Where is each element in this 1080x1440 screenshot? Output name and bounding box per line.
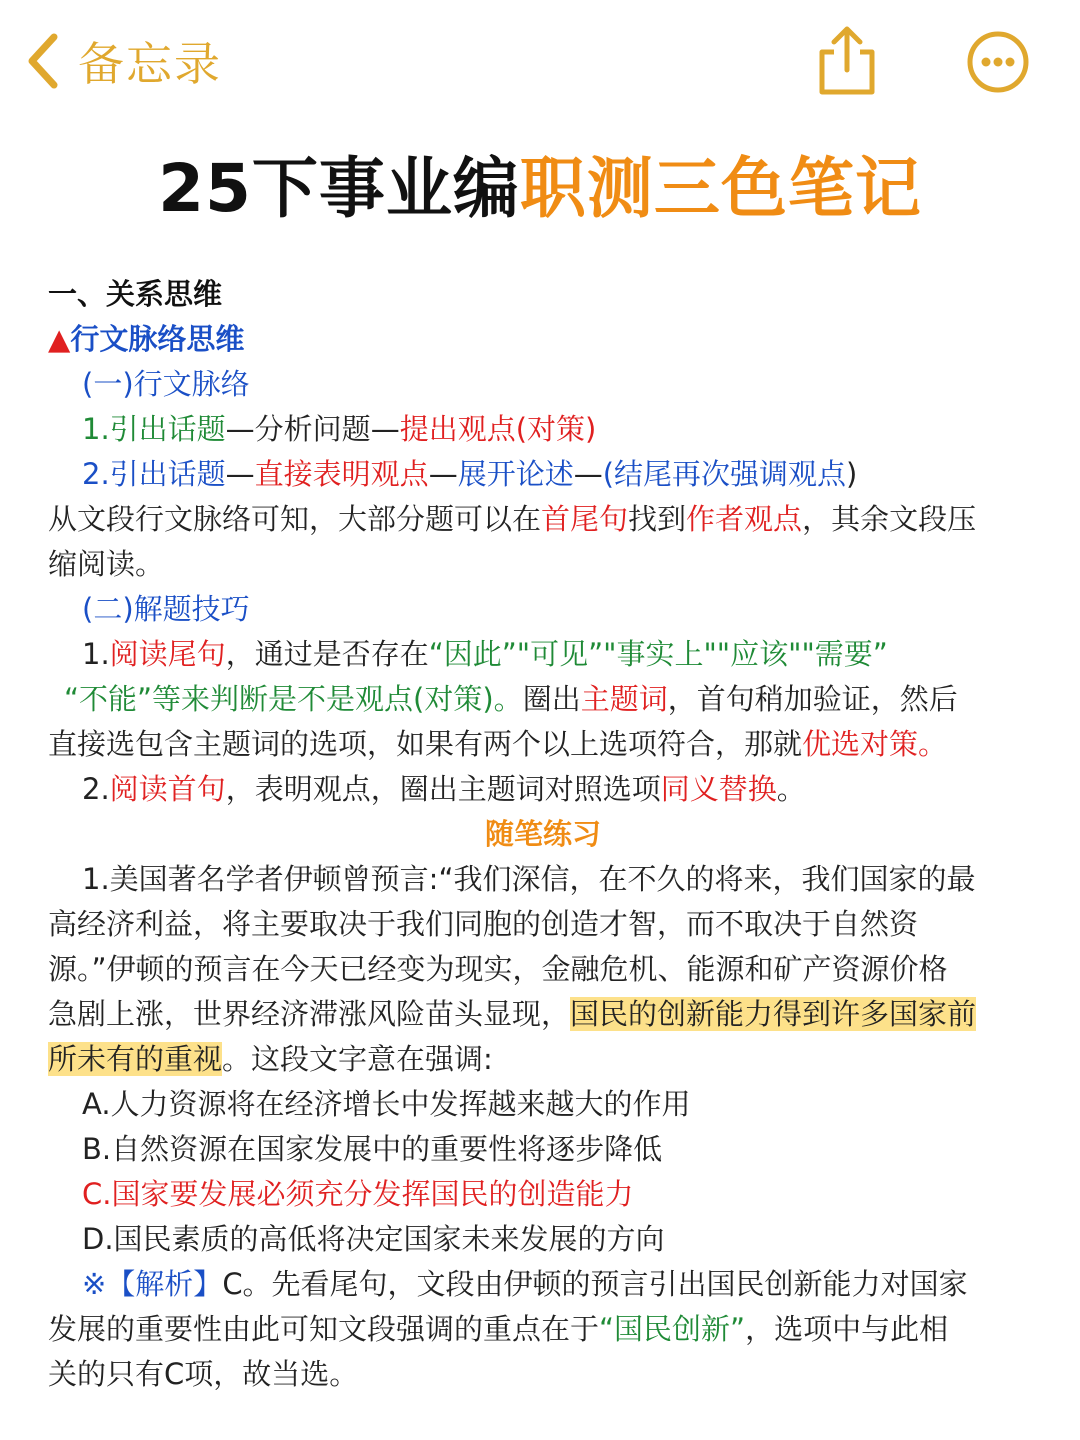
p1-e: ，其余文段压 [802, 502, 977, 536]
top-navigation-bar [0, 0, 1080, 125]
flow2-d2: — [428, 457, 458, 491]
option-b: B.自然资源在国家发展中的重要性将逐步降低 [82, 1132, 663, 1166]
ans2-c: ，选项中与此相 [745, 1312, 949, 1346]
practice-heading: 随笔练习 [484, 817, 601, 851]
back-button[interactable] [22, 28, 222, 94]
subsection-heading-1: (一)行文脉络 [82, 367, 250, 401]
tip4-a: 阅读首句 [109, 772, 226, 806]
title-black-part: 25下事业编 [158, 150, 520, 227]
flow1-b: 分析问题 [254, 412, 371, 446]
subheading-text: 行文脉络思维 [70, 322, 245, 356]
question-line: 高经济利益，将主要取决于我们同胞的创造才智，而不取决于自然资 [48, 907, 919, 941]
highlighted-text: 国民的创新能力得到许多国家前 [570, 997, 977, 1031]
flow2-b: 直接表明观点 [254, 457, 429, 491]
tip3-a: 直接选包含主题词的选项，如果有两个以上选项符合，那就 [48, 727, 803, 761]
tip4-c: 同义替换 [660, 772, 777, 806]
tip1-b: ，通过是否存在 [225, 637, 429, 671]
flow2-a: 2.引出话题 [82, 457, 226, 491]
paragraph-line [48, 497, 1038, 542]
p1-c: 找到 [628, 502, 687, 536]
analysis-marker: ※【解析】 [82, 1267, 223, 1301]
tip1-c: “因此”"可见”"事实上""应该""需要” [428, 637, 888, 671]
flow1-a: 1.引出话题 [82, 412, 226, 446]
question-line [48, 1037, 1038, 1082]
answer-line-2 [48, 1307, 1038, 1352]
q4-a: 急剧上涨，世界经济滞涨风险苗头显现， [48, 997, 571, 1031]
flow-line-2 [48, 452, 1038, 497]
flow2-f: ) [846, 457, 858, 491]
tip-line-2 [48, 677, 1038, 722]
p1-d: 作者观点 [686, 502, 803, 536]
flow-line-1 [48, 407, 1038, 452]
ans2-a: 发展的重要性由此可知文段强调的重点在于 [48, 1312, 600, 1346]
flow2-c: 展开论述 [457, 457, 574, 491]
subsection-heading-2: (二)解题技巧 [82, 592, 250, 626]
question-line: 源。”伊顿的预言在今天已经变为现实，金融危机、能源和矿产资源价格 [48, 952, 948, 986]
paragraph-line: 缩阅读。 [48, 547, 165, 581]
tip-line-1 [48, 632, 1038, 677]
flow2-e: (结尾再次强调观点 [602, 457, 847, 491]
more-button[interactable] [966, 30, 1030, 94]
tip2-c: 主题词 [580, 682, 668, 716]
tip1-num: 1. [82, 637, 110, 671]
answer-line-1 [48, 1262, 1038, 1307]
option-c-correct: C.国家要发展必须充分发挥国民的创造能力 [82, 1177, 634, 1211]
highlighted-text: 所未有的重视 [48, 1042, 223, 1076]
flow2-d1: — [225, 457, 255, 491]
title-orange-part: 职测三色笔记 [519, 150, 922, 227]
ans1-a: C。先看尾句，文段由伊顿的预言引出国民创新能力对国家 [222, 1267, 968, 1301]
flow1-d2: — [370, 412, 400, 446]
back-label: 备忘录 [78, 37, 222, 91]
p1-b: 首尾句 [541, 502, 629, 536]
tip2-d: ，首句稍加验证，然后 [667, 682, 958, 716]
q5-b: 。这段文字意在强调: [222, 1042, 493, 1076]
subheading-line [48, 317, 1038, 362]
question-line: 1.美国著名学者伊顿曾预言:“我们深信，在不久的将来，我们国家的最 [82, 862, 976, 896]
note-body[interactable] [48, 272, 1038, 1397]
flow1-d1: — [225, 412, 255, 446]
share-button[interactable] [814, 24, 880, 98]
flow2-d3: — [573, 457, 603, 491]
tip4-d: 。 [776, 772, 806, 806]
chevron-left-icon [22, 31, 62, 91]
share-icon [814, 24, 880, 98]
section-heading: 一、关系思维 [48, 277, 223, 311]
tip1-a: 阅读尾句 [109, 637, 226, 671]
more-dots-icon [966, 30, 1030, 94]
tip-line-4 [48, 767, 1038, 812]
page-title [0, 135, 1080, 230]
option-d: D.国民素质的高低将决定国家未来发展的方向 [82, 1222, 665, 1256]
tip-line-3 [48, 722, 1038, 767]
question-line [48, 992, 1038, 1037]
ans2-b: “国民创新” [599, 1312, 746, 1346]
tip3-b: 优选对策。 [802, 727, 948, 761]
tip4-b: ，表明观点，圈出主题词对照选项 [225, 772, 661, 806]
triangle-marker: ▲ [48, 322, 71, 356]
tip2-a: “不能”等来判断是不是观点(对策)。 [64, 682, 523, 716]
p1-a: 从文段行文脉络可知，大部分题可以在 [48, 502, 542, 536]
tip2-b: 圈出 [522, 682, 581, 716]
option-a: A.人力资源将在经济增长中发挥越来越大的作用 [82, 1087, 691, 1121]
answer-line-3: 关的只有C项，故当选。 [48, 1357, 359, 1391]
tip4-num: 2. [82, 772, 110, 806]
flow1-c: 提出观点(对策) [399, 412, 597, 446]
